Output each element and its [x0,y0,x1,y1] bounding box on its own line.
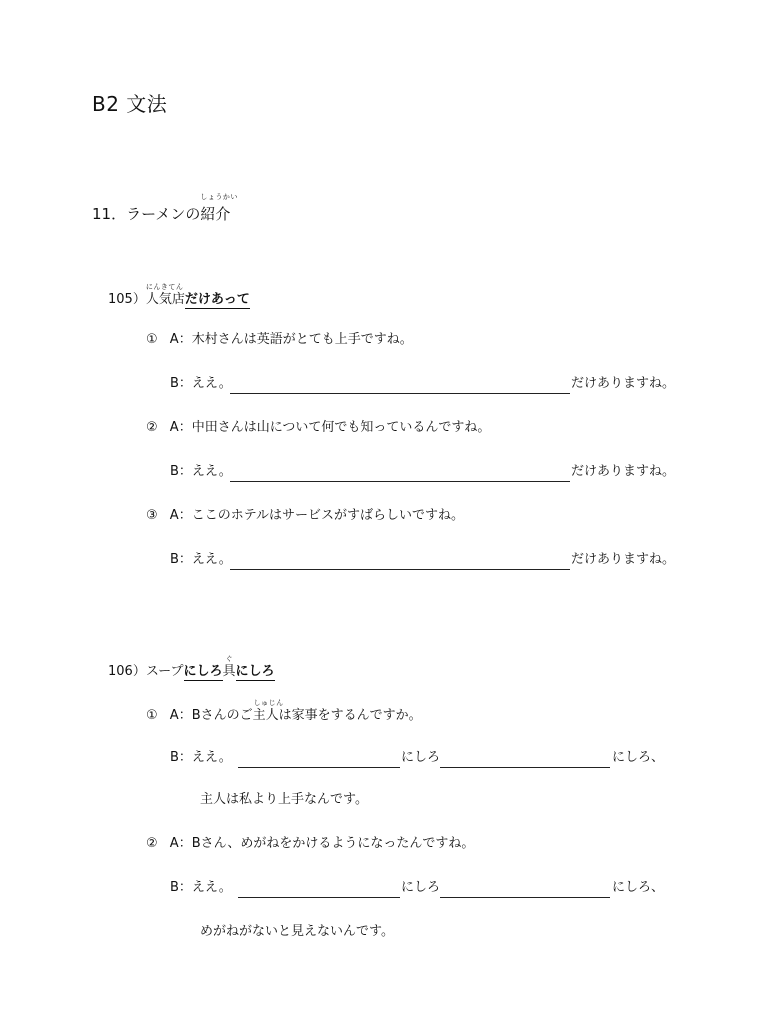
q105-item1-b-start: B：ええ。 [170,376,232,391]
section-kanji-ruby [200,193,238,224]
q105-item1-a [146,332,413,348]
speaker-a-post: は家事をするんですか。 [278,708,422,723]
q106-item1-b-end: にしろ、 [612,750,665,765]
q105-item2-b-start: B：ええ。 [170,464,232,479]
q106-item1-kanji: 主人 [252,708,279,723]
speaker-a-pre: A：Bさんのご [169,708,253,723]
q105-number: 105） [108,292,146,307]
q105-item3-a [146,508,464,524]
q106-number: 106）スープ [108,664,184,679]
item-number: ③ [146,508,158,523]
q105-item1-b-end: だけありますね。 [571,376,676,391]
q105-item3-b-start: B：ええ。 [170,552,232,567]
q105-item2-a [146,420,490,436]
q106-kanji-furigana: ぐ [225,655,234,663]
speaker-a-line: A：中田さんは山について何でも知っているんですね。 [169,420,491,435]
section-label: 11．ラーメンの [92,205,201,223]
q105-heading [108,283,250,308]
q105-pattern: だけあって [184,292,250,307]
q105-prefix-furigana: にんきてん [145,283,184,291]
q106-item2-b-start: B：ええ。 [170,880,232,895]
q106-heading [108,655,275,680]
item-number: ① [146,332,158,347]
section-kanji: 紹介 [200,205,231,223]
item-number: ② [146,836,158,851]
q106-item2-blank1[interactable] [238,897,400,898]
section-furigana: しょうかい [200,193,238,201]
q106-pattern1: にしろ [183,664,223,679]
page-title: B2 文法 [92,92,168,116]
q105-item3-b-end: だけありますね。 [571,552,676,567]
q106-item1-continuation: 主人は私より上手なんです。 [200,792,368,807]
q106-pattern2: にしろ [235,664,275,679]
q106-item1-ruby [252,699,284,724]
q106-item1-blank1[interactable] [238,767,400,768]
section-heading [92,193,238,224]
q105-item1-answer-blank[interactable] [230,393,570,394]
q106-item1-blank2[interactable] [440,767,610,768]
q106-item2-a [146,836,474,852]
q106-kanji: 具 [222,664,236,679]
q106-item1-a [146,699,422,724]
q106-kanji-ruby [222,655,236,680]
q106-item1-b-start: B：ええ。 [170,750,232,765]
q106-item1-b-mid: にしろ [401,750,441,765]
q106-item2-blank2[interactable] [440,897,610,898]
speaker-a-line: A：木村さんは英語がとても上手ですね。 [169,332,413,347]
q105-prefix-kanji: 人気店 [145,292,185,307]
q106-item1-furigana: しゅじん [253,699,284,707]
q106-item2-b-end: にしろ、 [612,880,665,895]
q106-item2-continuation: めがねがないと見えないんです。 [200,924,394,939]
speaker-a-line: A：Bさん、めがねをかけるようになったんですね。 [169,836,475,851]
item-number: ① [146,708,158,723]
item-number: ② [146,420,158,435]
q105-item3-answer-blank[interactable] [230,569,570,570]
q105-prefix-ruby [145,283,185,308]
q105-item2-answer-blank[interactable] [230,481,570,482]
q106-item2-b-mid: にしろ [401,880,441,895]
speaker-a-line [169,699,422,723]
speaker-a-line: A：ここのホテルはサービスがすばらしいですね。 [169,508,465,523]
q105-item2-b-end: だけありますね。 [571,464,676,479]
